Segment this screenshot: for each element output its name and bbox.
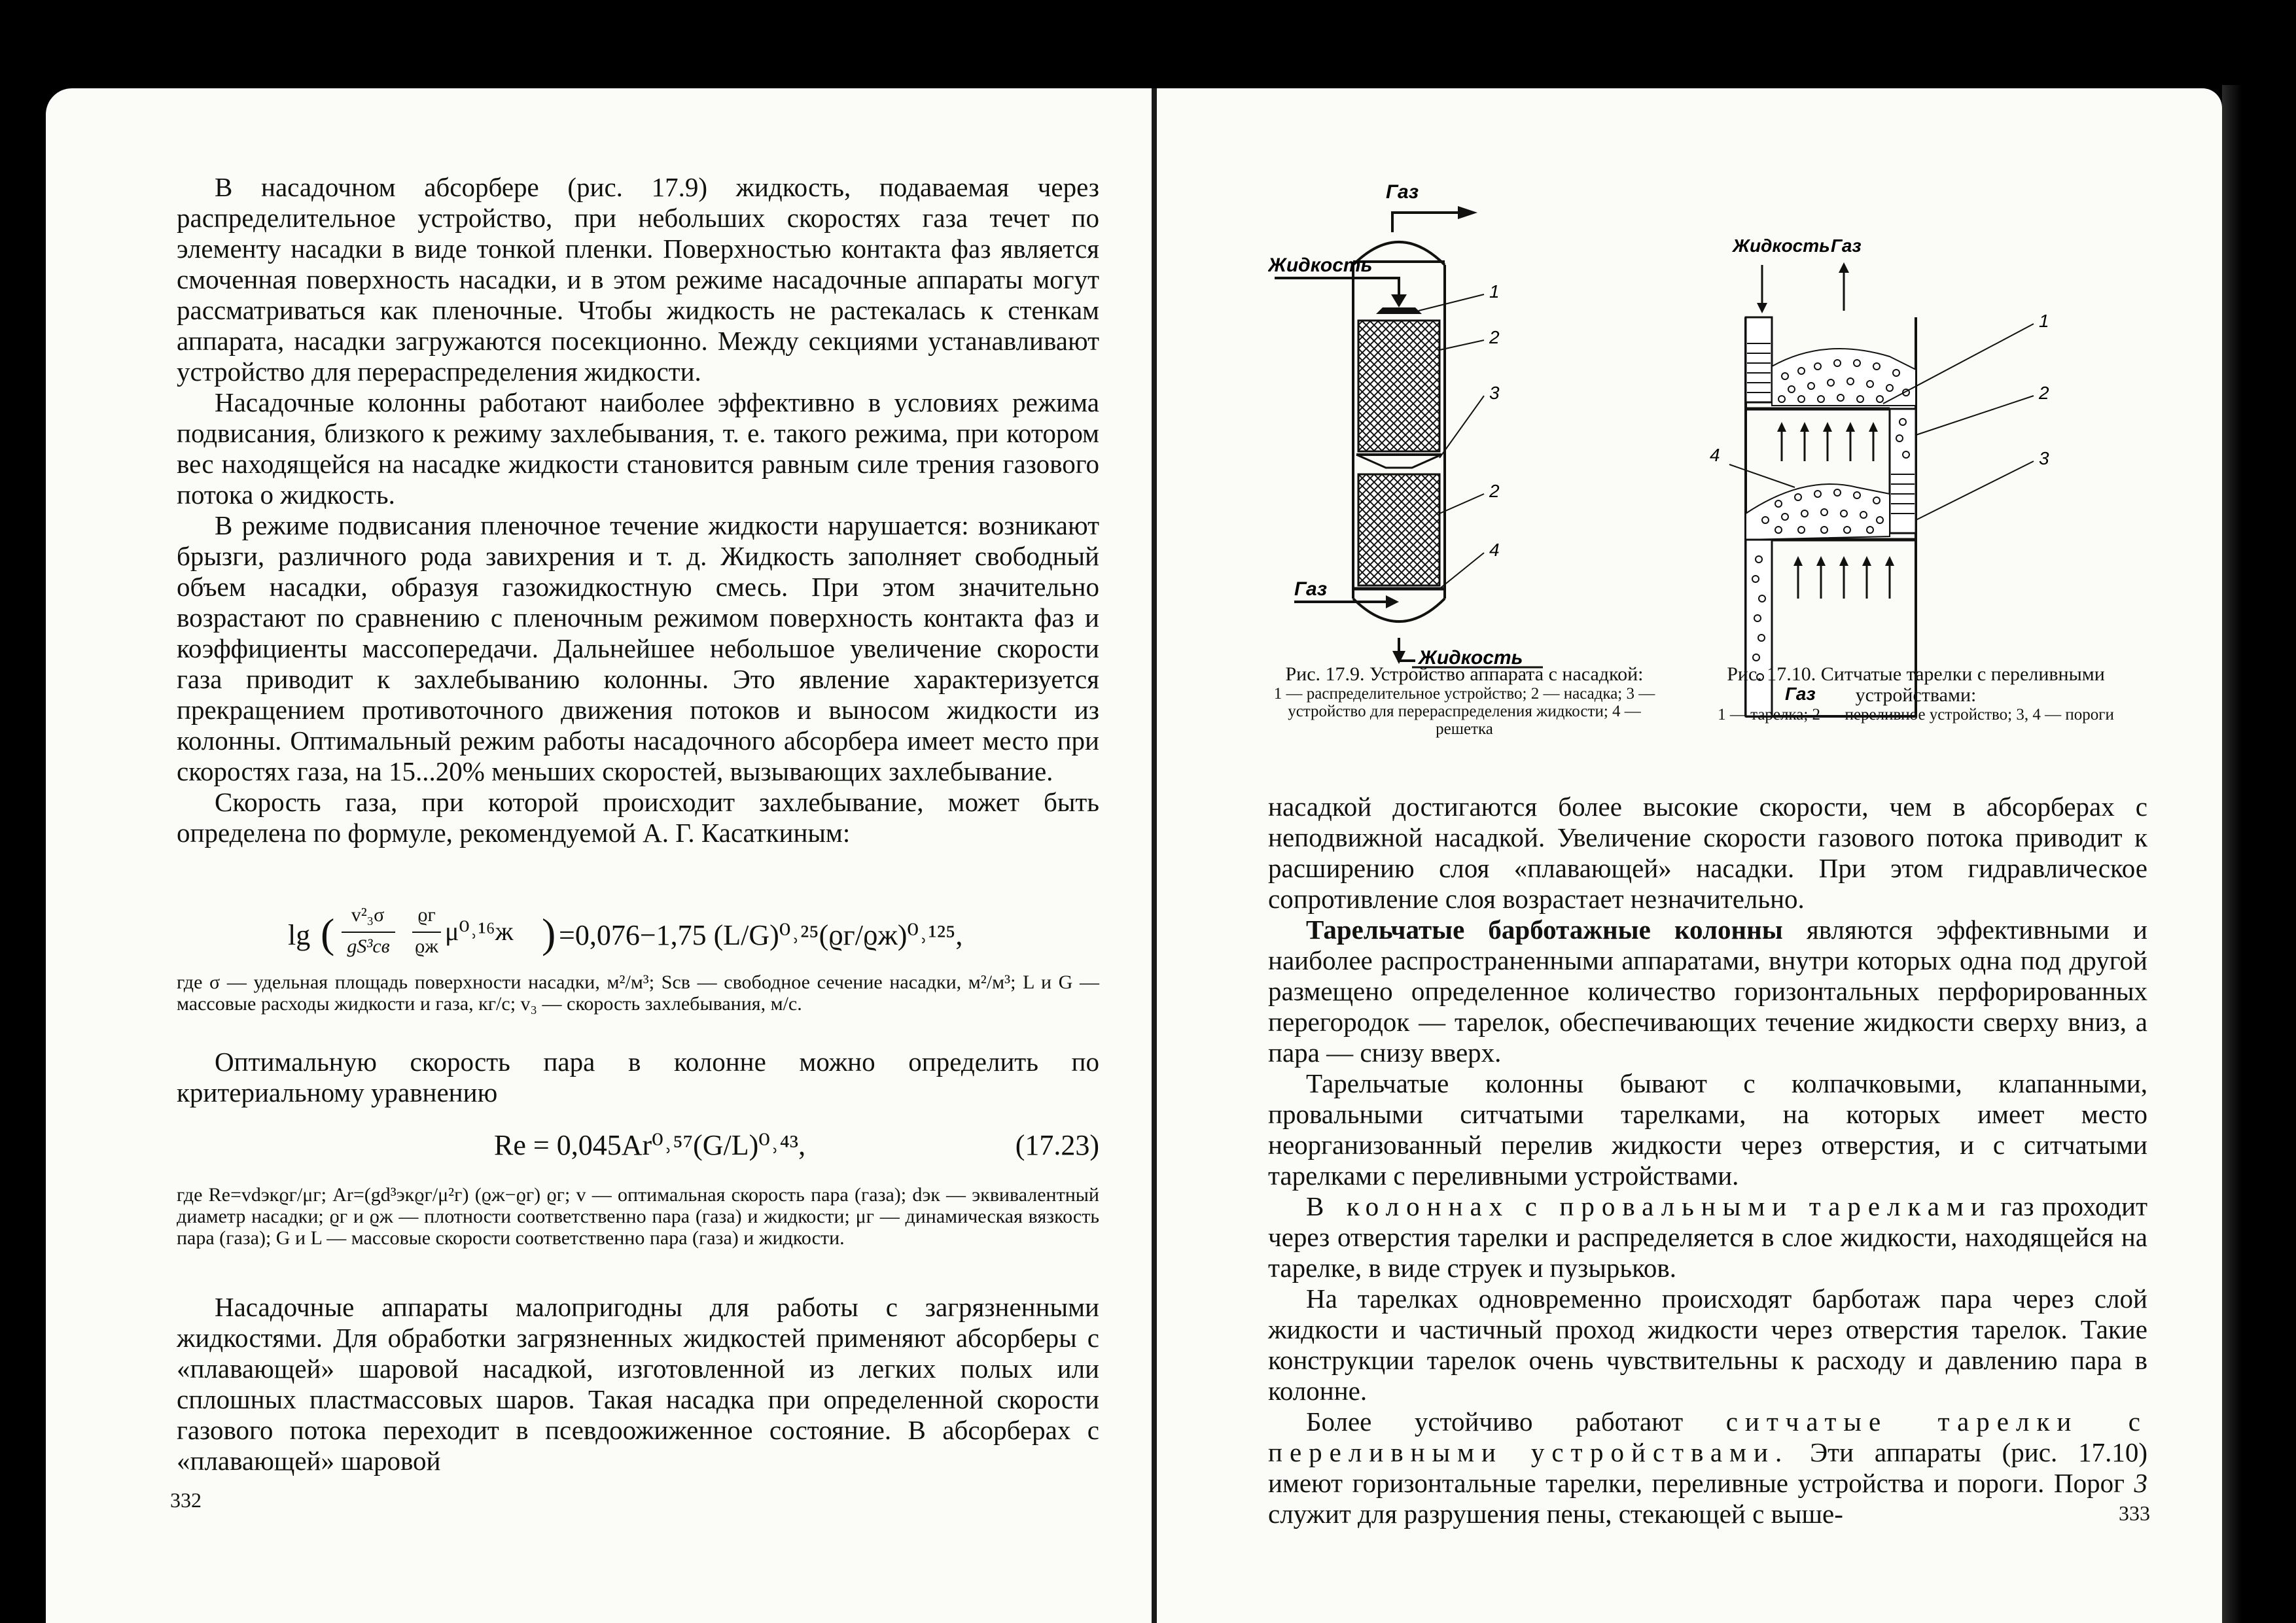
right-text [1268, 792, 2147, 1529]
paragraph: В колоннах с провальными тарелками газ проходит через отверстия тарелки и распределяется в слое жидкости, находящейся на тарелке, в виде струек и пузырьков. [1268, 1191, 2147, 1283]
label-gas-bottom: Газ [1785, 684, 1816, 704]
page-number: 333 [2119, 1501, 2150, 1525]
formula-paren-open: ( [321, 910, 335, 956]
label-gas-top: Газ [1386, 181, 1419, 203]
downcomer-upper [1746, 317, 1772, 402]
left-page [46, 88, 1152, 1623]
paragraph: насадкой достигаются более высокие скорости, чем в абсорберах с неподвижной насадкой. Увеличение скорости газового потока приводит к расширению слоя «плавающей» насадки. При этом гидравлическое сопротивление слоя возрастает незначительно. [1268, 792, 2147, 914]
book-spine [1152, 88, 1157, 1623]
paragraph: Насадочные колонны работают наиболее эффективно в условиях режима подвисания, близкого к режиму захлебывания, т. е. такого режима, при котором вес находящейся на насадке жидкости становится равным силе трения газового потока о жидкость. [177, 387, 1099, 510]
formula-frac1-den: gS³св [347, 935, 390, 957]
paragraph: Тарельчатые барботажные колонны являются эффективными и наиболее распространенными аппаратами, внутри которых одна под другой размещено определенное количество горизонтальных перфорированных перегородок — тарелок, обеспечивающих течение жидкости сверху вниз, а пара — снизу вверх. [1268, 915, 2147, 1068]
label-4: 4 [1710, 445, 1720, 465]
label-2: 2 [2039, 383, 2049, 403]
formula-mu: μ⁰˒¹⁶ж [445, 916, 514, 946]
page-edge-shadow [2222, 85, 2242, 1623]
formula-lg: lg [288, 919, 311, 951]
left-text-bottom: Насадочные аппараты малопригодны для работы с загрязненными жидкостями. Для обработки загрязненных жидкостей применяют абсорберы с «плавающей» шаровой насадкой, изготовленной из легких полых или сплошных пластмассовых шаров. Такая насадка при определенной скорости газового потока переходит в псевдоожиженное состояние. В абсорберах с «плавающей» шаровой [177, 1292, 1099, 1476]
distributor [1376, 307, 1422, 314]
figure-packed-column [1268, 180, 1576, 729]
label-2: 2 [1489, 327, 1500, 347]
label-liquid-out: Жидкость [1419, 647, 1523, 669]
label-3: 3 [1489, 383, 1500, 403]
label-4: 4 [1489, 540, 1500, 560]
formula-frac1-num: v²₃σ [351, 904, 385, 926]
paragraph: Скорость газа, при которой происходит захлебывание, может быть определена по формуле, рекомендуемой А. Г. Касаткиным: [177, 787, 1099, 848]
label-gas-top: Газ [1831, 236, 1862, 256]
page-number: 332 [170, 1488, 202, 1512]
paragraph: Тарельчатые колонны бывают с колпачковыми, клапанными, провальными ситчатыми тарелками, на которых имеет место неорганизованный перелив жидкости через отверстия, и с ситчатыми тарелками с переливными устройствами. [1268, 1068, 2147, 1191]
liquid-inlet-pipe [1275, 278, 1399, 294]
formula-reynolds: Re = 0,045Ar⁰˒⁵⁷(G/L)⁰˒⁴³, (17.23) [494, 1129, 1099, 1161]
left-text-top [177, 172, 1099, 848]
formula-frac2-line [412, 932, 441, 933]
label-gas-in: Газ [1294, 578, 1328, 600]
label-2: 2 [1489, 481, 1500, 501]
label-1: 1 [2039, 311, 2049, 331]
formula-rhs: =0,076−1,75 (L/G)⁰˒²⁵(ϱг/ϱж)⁰˒¹²⁵, [559, 919, 963, 951]
packing-bed-upper [1358, 321, 1439, 451]
formula-frac2-num: ϱг [417, 904, 436, 926]
paragraph: В режиме подвисания пленочное течение жидкости нарушается: возникают брызги, различного рода завихрения и т. д. Жидкость заполняет свободный объем насадки, образуя газожидкостную смесь. При этом значительно возрастают по сравнению с пленочным режимом поверхность контакта фаз и коэффициенты массопередачи. Дальнейшее небольшое увеличение скорости газа приводит к захлебыванию колонны. Это явление характеризуется прекращением противоточного движения потоков и выносом жидкости из колонны. Оптимальный режим работы насадочного абсорбера имеет место при скоростях газа, на 15...20% меньших скоростей, вызывающих захлебывание. [177, 510, 1099, 786]
figure-sieve-trays [1706, 232, 2099, 729]
formula-frac2-den: ϱж [415, 935, 438, 957]
caption-fig-17-9: Рис. 17.9. Устройство аппарата с насадкой: 1 — распределительное устройство; 2 — насадка; 3 — устройство для перераспределения жидкости; 4 — решетка [1273, 663, 1655, 738]
label-liquid: Жидкость [1733, 236, 1830, 256]
formula-note-1: где σ — удельная площадь поверхности насадки, м²/м³; Sсв — свободное сечение насадки, м²/м³; L и G — массовые расходы жидкости и газа, кг/с; v₃ — скорость захлебывания, м/с. [177, 971, 1099, 1015]
formula-paren-close: ) [542, 910, 556, 956]
label-liquid-in: Жидкость [1268, 254, 1373, 276]
paragraph: В насадочном абсорбере (рис. 17.9) жидкость, подаваемая через распределительное устройство, при небольших скоростях газа течет по элементу насадки в виде тонкой пленки. Поверхностью контакта фаз является смоченная поверхность насадки, и в этом режиме насадочные аппараты могут рассматриваться как пленочные. Чтобы жидкость не растекалась к стенкам аппарата, насадки загружаются посекционно. Между секциями устанавливают устройство для перераспределения жидкости. [177, 172, 1099, 387]
redistributor [1356, 455, 1441, 468]
label-1: 1 [1489, 281, 1500, 302]
gas-outlet-pipe [1392, 213, 1458, 232]
left-text-mid: Оптимальную скорость пара в колонне можно определить по критериальному уравнению [177, 1047, 1099, 1108]
formula-frac1-line [342, 932, 395, 933]
formula-number: (17.23) [1015, 1129, 1099, 1161]
caption-fig-17-10: Рис. 17.10. Ситчатые тарелки с переливными устройствами: 1 — тарелка; 2 — переливное устройство; 3, 4 — пороги [1718, 663, 2114, 724]
downcomer-right [1890, 409, 1916, 533]
packing-bed-lower [1358, 474, 1439, 585]
paragraph: Более устойчиво работают ситчатые тарелки с переливными устройствами. Эти аппараты (рис. 17.10) имеют горизонтальные тарелки, переливные устройства и пороги. Порог 3 служит для разрушения пены, стекающей с выше- [1268, 1406, 2148, 1529]
formula-note-2: где Re=vdэкϱг/μг; Ar=(gd³экϱг/μ²г) (ϱж−ϱг) ϱг; v — оптимальная скорость пара (газа); dэк — эквивалентный диаметр насадки; ϱг и ϱж — плотности соответственно пара (газа) и жидкости; μг — динамическая вязкость пара (газа); G и L — массовые скорости соответственно пара (газа) и жидкости. [177, 1184, 1099, 1249]
formula-flooding [288, 903, 1073, 965]
right-page [1157, 88, 2222, 1623]
label-3: 3 [2039, 448, 2049, 468]
paragraph: На тарелках одновременно происходят барботаж пара через слой жидкости и частичный проход жидкости через отверстия тарелок. Такие конструкции тарелок очень чувствительны к расходу и давлению пара в колонне. [1268, 1283, 2147, 1406]
froth-lower [1746, 484, 1890, 540]
